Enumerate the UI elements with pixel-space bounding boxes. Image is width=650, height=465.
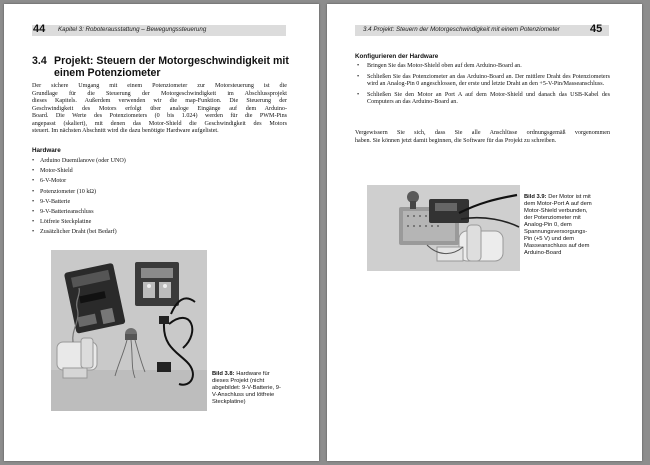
figure-caption-label: Bild 3.9: <box>524 194 547 200</box>
intro-line: Der sichere Umgang mit einem Potenziometer zur Motorsteuerung ist die <box>32 83 287 89</box>
intro-line: Geschwindigkeit des Motors erfolgt über analoge Eingänge auf dem Arduino- <box>32 105 287 112</box>
config-item: • Bringen Sie das Motor-Shield oben auf dem Arduino-Board an. <box>355 63 610 71</box>
running-header: 3.4 Projekt: Steuern der Motorgeschwindigkeit mit einem Potenziometer <box>363 26 560 33</box>
intro-line: angepasst (skaliert), mit denen das Motor-Shield die Geschwindigkeit des Motors <box>32 120 287 127</box>
intro-line: steuert. Im nächsten Abschnitt wird die dazu benötigte Hardware aufgelistet. <box>32 128 219 135</box>
intro-paragraph <box>32 83 287 136</box>
hardware-item: • Zusätzlicher Draht (bei Bedarf) <box>32 227 126 237</box>
closing-line: haben. Sie können jetzt damit beginnen, die Software für das Projekt zu schreiben. <box>355 137 557 144</box>
hardware-list <box>32 156 126 238</box>
section-number: 3.4 <box>32 55 47 67</box>
figure-caption <box>524 194 594 257</box>
hardware-item: • 9-V-Batterie <box>32 197 126 207</box>
intro-line: Board. Die Werte des Potenziometers (0 bis 1.024) werden für die PWM-Pins <box>32 113 287 120</box>
hardware-item: • Arduino Duemilanove (oder UNO) <box>32 156 126 166</box>
figure-photo-assembly <box>367 185 520 271</box>
page-number: 45 <box>590 23 603 35</box>
hardware-item: • Lötfreie Steckplatine <box>32 217 126 227</box>
figure-caption-label: Bild 3.8: <box>212 371 235 377</box>
config-item: • Schließen Sie den Motor an Port A auf dem Motor-Shield und danach das USB-Kabel des Computers an das Arduino-Board an. <box>355 92 610 107</box>
intro-line: Grundlage für die Steuerung der Motorgeschwindigkeit im Abschlussprojekt <box>32 90 287 97</box>
photo-hardware-illustration <box>51 250 207 411</box>
intro-line: dieses Kapitels. Außerdem verwenden wir die map-Funktion. Die Steuerung der <box>32 98 287 105</box>
closing-paragraph <box>355 130 610 145</box>
hardware-item: • 9-V-Batterieanschluss <box>32 207 126 217</box>
closing-line: Vergewissern Sie sich, dass Sie alle Anschlüsse ordnungsgemäß vorgenommen <box>355 130 610 136</box>
right-page <box>327 4 642 461</box>
running-header: Kapitel 3: Roboterausstattung – Bewegungssteuerung <box>58 26 207 33</box>
config-heading: Konfigurieren der Hardware <box>355 53 439 60</box>
hardware-item: • Potenziometer (10 kΩ) <box>32 187 126 197</box>
hardware-heading: Hardware <box>32 147 61 154</box>
section-title-line-2: einem Potenziometer <box>54 67 161 79</box>
page-number: 44 <box>33 23 46 35</box>
config-item: • Schließen Sie das Potenziometer an das Arduino-Board an. Der mittlere Draht des Potenziometers wird an Analog-Pin 0 angeschlossen, der erste und letzte Draht an den +5-V-Pin/Masseanschluss. <box>355 74 610 89</box>
photo-assembly-illustration <box>367 185 520 271</box>
figure-caption-text: Der Motor ist mit dem Motor-Port A auf dem Motor-Shield verbunden, der Potenziometer mit Analog-Pin 0, dem Spannungsversorgungs-Pin (+5 V) und dem Masseanschluss auf dem Arduino-Board <box>524 194 592 256</box>
figure-photo-hardware <box>51 250 207 411</box>
left-page <box>4 4 319 461</box>
config-list <box>355 63 610 110</box>
hardware-item: • Motor-Shield <box>32 166 126 176</box>
hardware-item: • 6-V-Motor <box>32 176 126 186</box>
section-title-line-1: Projekt: Steuern der Motorgeschwindigkeit mit <box>54 55 289 67</box>
figure-caption <box>212 371 286 406</box>
figure-caption-text: Hardware für dieses Projekt (nicht abgebildet: 9-V-Batterie, 9-V-Anschluss und lötfreie Steckplatine) <box>212 371 281 405</box>
